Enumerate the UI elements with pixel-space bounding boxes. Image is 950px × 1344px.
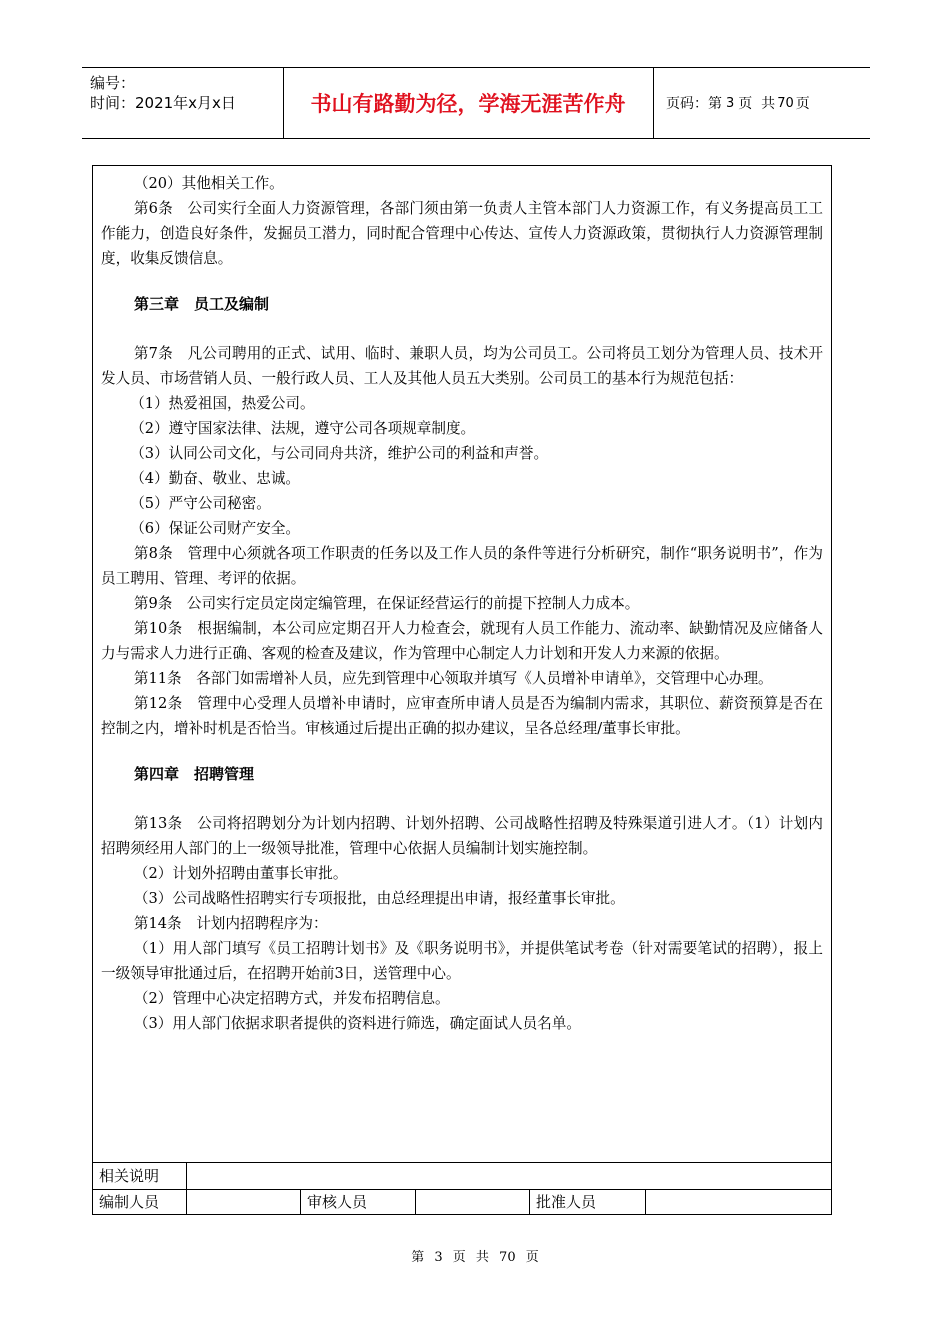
list-item: （1）热爱祖国，热爱公司。 [130,395,315,412]
related-notes-value [187,1163,831,1189]
signoff-table [92,1163,832,1215]
paragraph: 第11条 各部门如需增补人员，应先到管理中心领取并填写《人员增补申请单》，交管理中心办理。 [133,670,773,687]
content-box [92,165,832,1163]
chapter-heading: 第三章 员工及编制 [134,295,270,313]
approver-value [646,1189,831,1215]
table-row [93,1189,831,1215]
page-label: 页码：第 [666,96,722,112]
paragraph: 第12条 管理中心受理人员增补申请时，应审查所申请人员是否为编制内需求，其职位、薪资预算是否在控制之内，增补时机是否恰当。审核通过后提出正确的拟办建议，呈各总经理/董事长审批。 [101,695,823,737]
paragraph: 第13条 公司将招聘划分为计划内招聘、计划外招聘、公司战略性招聘及特殊渠道引进人才。（1）计划内招聘须经用人部门的上一级领导批准，管理中心依据人员编制计划实施控制。 [101,815,823,857]
paragraph: （20）其他相关工作。 [133,175,284,192]
related-notes-label: 相关说明 [93,1163,187,1189]
page-footer: 第 3 页 共 70 页 [411,1250,539,1265]
list-item: （4）勤奋、敬业、忠诚。 [130,470,301,487]
paragraph: （2）计划外招聘由董事长审批。 [133,865,348,882]
list-item: （6）保证公司财产安全。 [130,520,301,537]
header-divider [283,68,284,138]
paragraph: 第14条 计划内招聘程序为： [133,915,328,932]
paragraph: （3）用人部门依据求职者提供的资料进行筛选，确定面试人员名单。 [133,1015,581,1032]
approver-label: 批准人员 [530,1189,646,1215]
document-body [101,171,823,1036]
header-divider [653,68,654,138]
header-motto: 书山有路勤为径，学海无涯苦作舟 [310,92,626,116]
page-current: 3 [726,95,735,111]
paragraph: （2）管理中心决定招聘方式，并发布招聘信息。 [133,990,450,1007]
paragraph: 第9条 公司实行定员定岗定编管理，在保证经营运行的前提下控制人力成本。 [133,595,640,612]
page-mid: 页 共 [738,96,776,112]
paragraph: （3）公司战略性招聘实行专项报批，由总经理提出申请，报经董事长审批。 [133,890,625,907]
doc-date-label: 时间：2021年x月x日 [90,94,236,112]
chapter-heading: 第四章 招聘管理 [134,765,255,783]
paragraph: 第6条 公司实行全面人力资源管理，各部门须由第一负责人主管本部门人力资源工作，有义务提高员工工作能力，创造良好条件，发掘员工潜力，同时配合管理中心传达、宣传人力资源政策，贯彻执行人力资源管理制度，收集反馈信息。 [101,200,823,267]
document-header [82,67,870,139]
paragraph: 第10条 根据编制，本公司应定期召开人力检查会，就现有人员工作能力、流动率、缺勤情况及应储备人力与需求人力进行正确、客观的检查及建议，作为管理中心制定人力计划和开发人力来源的依据。 [101,620,823,662]
paragraph: 第8条 管理中心须就各项工作职责的任务以及工作人员的条件等进行分析研究，制作“职务说明书”，作为员工聘用、管理、考评的依据。 [101,545,823,587]
editor-label: 编制人员 [93,1189,187,1215]
doc-number-label: 编号： [90,74,136,92]
list-item: （3）认同公司文化，与公司同舟共济，维护公司的利益和声誉。 [130,445,549,462]
paragraph: 第7条 凡公司聘用的正式、试用、临时、兼职人员，均为公司员工。公司将员工划分为管理人员、技术开发人员、市场营销人员、一般行政人员、工人及其他人员五大类别。公司员工的基本行为规范包括： [101,345,823,387]
page-total: 70 [777,95,794,111]
paragraph: （1）用人部门填写《员工招聘计划书》及《职务说明书》，并提供笔试考卷（针对需要笔试的招聘），报上一级领导审批通过后，在招聘开始前3日，送管理中心。 [101,940,823,982]
editor-value [187,1189,301,1215]
list-item: （2）遵守国家法律、法规，遵守公司各项规章制度。 [130,420,476,437]
reviewer-label: 审核人员 [301,1189,416,1215]
header-page-info [660,68,870,138]
page-suffix: 页 [795,96,810,112]
list-item: （5）严守公司秘密。 [130,495,271,512]
reviewer-value [416,1189,530,1215]
table-row [93,1163,831,1190]
